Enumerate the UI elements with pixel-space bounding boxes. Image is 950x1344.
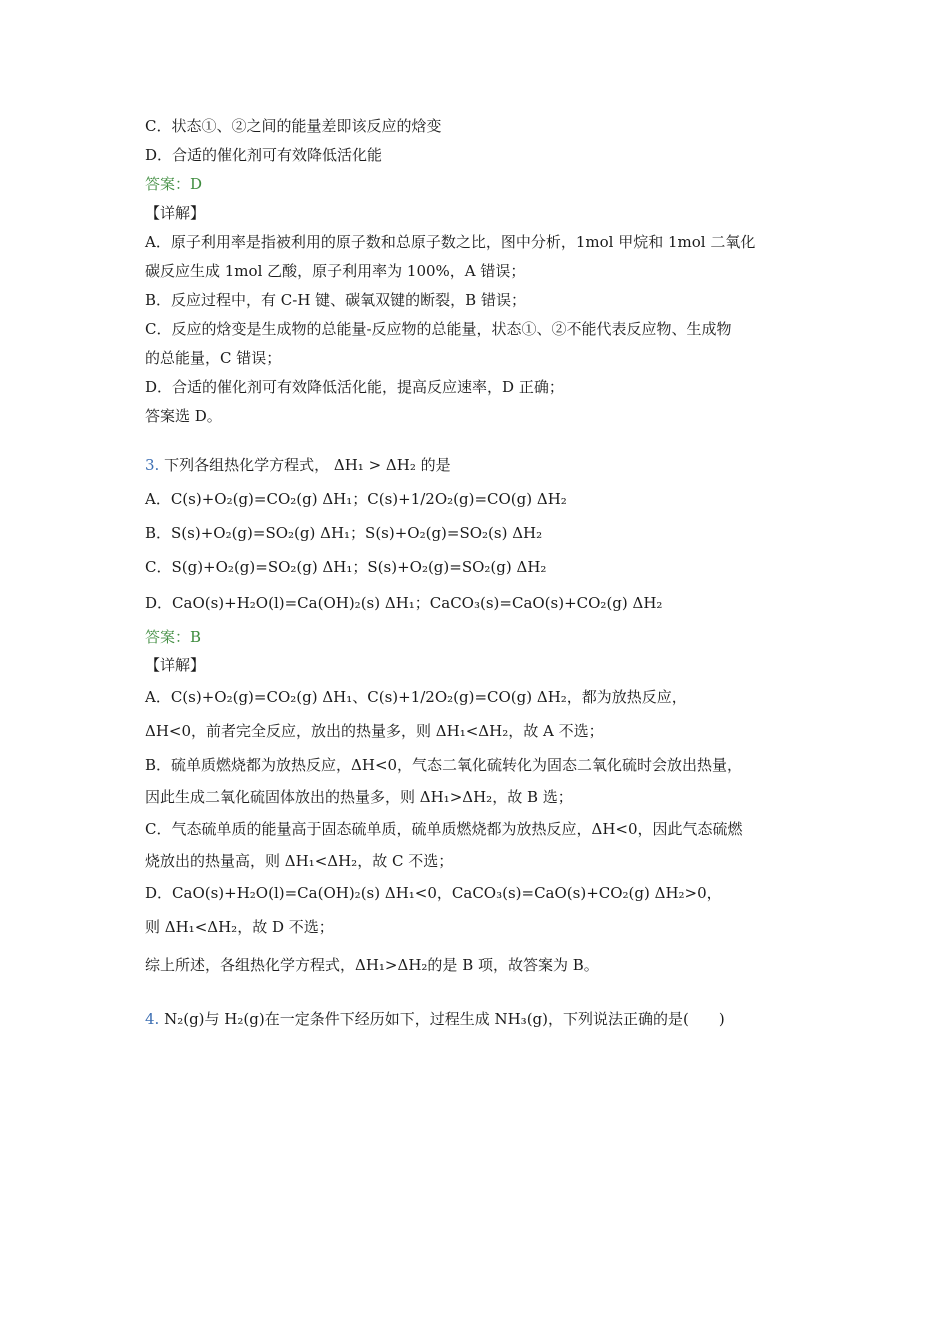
q3-explain-a-line2: ΔH<0，前者完全反应，放出的热量多，则 ΔH₁<ΔH₂，故 A 不选； (145, 722, 604, 740)
q2-answer: 答案：D (145, 175, 203, 193)
q3-option-a: A．C(s)+O₂(g)=CO₂(g) ΔH₁；C(s)+1/2O₂(g)=CO(g) ΔH₂ (145, 490, 567, 508)
q3-explain-c-line1: C．气态硫单质的能量高于固态硫单质，硫单质燃烧都为放热反应，ΔH<0，因此气态硫燃 (145, 820, 743, 838)
q2-explain-c-line1: C．反应的焓变是生成物的总能量-反应物的总能量，状态①、②不能代表反应物、生成物 (145, 320, 732, 338)
q2-explain-a-line1: A．原子利用率是指被利用的原子数和总原子数之比，图中分析，1mol 甲烷和 1mol 二氧化 (145, 233, 756, 251)
q2-option-d: D．合适的催化剂可有效降低活化能 (145, 146, 383, 164)
q3-option-d: D．CaO(s)+H₂O(l)=Ca(OH)₂(s) ΔH₁；CaCO₃(s)=CaO(s)+CO₂(g) ΔH₂ (145, 594, 663, 612)
q2-explain-c-line2: 的总能量，C 错误； (145, 349, 282, 367)
q3-explain-b-line2: 因此生成二氧化硫固体放出的热量多，则 ΔH₁>ΔH₂，故 B 选； (145, 788, 573, 806)
q3-stem-line (145, 452, 451, 478)
q3-explain-a-line1: A．C(s)+O₂(g)=CO₂(g) ΔH₁、C(s)+1/2O₂(g)=CO(g) ΔH₂，都为放热反应， (145, 688, 687, 706)
q2-detail-title: 【详解】 (145, 204, 206, 222)
q2-explain-d: D．合适的催化剂可有效降低活化能，提高反应速率，D 正确； (145, 378, 564, 396)
q3-number: 3. (145, 456, 160, 474)
q3-stem: 下列各组热化学方程式， (164, 456, 330, 474)
q3-option-c: C．S(g)+O₂(g)=SO₂(g) ΔH₁；S(s)+O₂(g)=SO₂(g) ΔH₂ (145, 558, 547, 576)
q3-stem-condition: ΔH₁ > ΔH₂ (333, 456, 416, 474)
q2-option-c: C．状态①、②之间的能量差即该反应的焓变 (145, 117, 442, 135)
q3-explain-b-line1: B．硫单质燃烧都为放热反应，ΔH<0，气态二氧化硫转化为固态二氧化硫时会放出热量， (145, 756, 743, 774)
q4-stem-line (145, 1006, 725, 1032)
q3-conclusion: 综上所述，各组热化学方程式，ΔH₁>ΔH₂的是 B 项，故答案为 B。 (145, 956, 599, 974)
q3-explain-d-line2: 则 ΔH₁<ΔH₂，故 D 不选； (145, 918, 334, 936)
q2-conclusion: 答案选 D。 (145, 407, 222, 425)
q3-option-b: B．S(s)+O₂(g)=SO₂(g) ΔH₁；S(s)+O₂(g)=SO₂(s) ΔH₂ (145, 524, 543, 542)
q3-answer: 答案：B (145, 628, 202, 646)
q3-detail-title: 【详解】 (145, 656, 206, 674)
q3-explain-c-line2: 烧放出的热量高，则 ΔH₁<ΔH₂，故 C 不选； (145, 852, 454, 870)
q3-explain-d-line1: D．CaO(s)+H₂O(l)=Ca(OH)₂(s) ΔH₁<0，CaCO₃(s)=CaO(s)+CO₂(g) ΔH₂>0， (145, 884, 722, 902)
q3-stem-tail: 的是 (420, 456, 451, 474)
q2-explain-a-line2: 碳反应生成 1mol 乙酸，原子利用率为 100%，A 错误； (145, 262, 526, 280)
q2-explain-b: B．反应过程中，有 C-H 键、碳氧双键的断裂，B 错误； (145, 291, 526, 309)
q4-number: 4. (145, 1010, 160, 1028)
q4-stem: N₂(g)与 H₂(g)在一定条件下经历如下，过程生成 NH₃(g)，下列说法正确的是( ) (164, 1010, 725, 1028)
